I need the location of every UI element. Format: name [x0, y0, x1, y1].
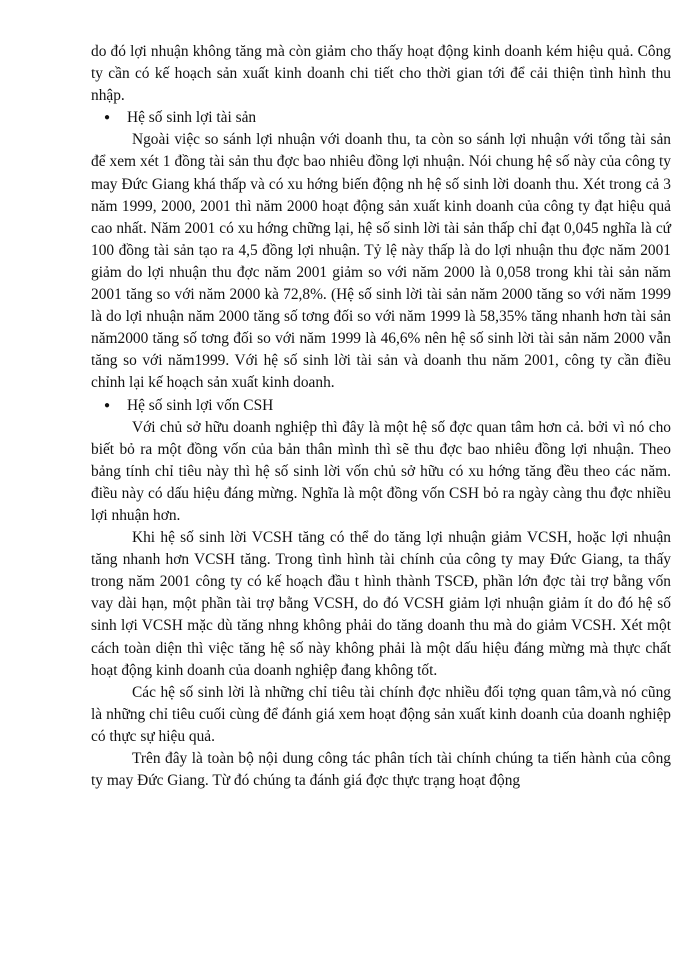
paragraph-4: Khi hệ số sinh lời VCSH tăng có thể do tăng lợi nhuận giảm VCSH, hoặc lợi nhuận tăng nhanh hơn VCSH tăng. Trong tình hình tài chính của công ty may Đức Giang, ta thấy trong năm 2001 công ty có kế hoạch đầu t hình thành TSCĐ, phần lớn đợc tài trợ bằng vốn vay dài hạn, một phần tài trợ bằng VCSH, do đó VCSH giảm lợi nhuận giảm ít do đó hệ số sinh lợi VCSH mặc dù tăng nhng không phải do tăng doanh thu mà do giảm VCSH. Xét một cách toàn diện thì việc tăng hệ số này không phải là một dấu hiệu đáng mừng mà thực chất hoạt động kinh doanh của doanh nghiệp đang không tốt. [91, 529, 671, 679]
bullet-icon: ● [104, 112, 111, 124]
bullet-heading-equity-profitability [91, 395, 671, 417]
bullet-heading-asset-profitability [91, 107, 671, 129]
paragraph-1: do đó lợi nhuận không tăng mà còn giảm cho thấy hoạt động kinh doanh kém hiệu quả. Công ty cần có kế hoạch sản xuất kinh doanh chi tiết cho thời gian tới để cải thiện tình hình thu nhập. [91, 43, 671, 105]
bullet-heading-label: Hệ số sinh lợi tài sản [127, 109, 257, 127]
paragraph-2: Ngoài việc so sánh lợi nhuận với doanh thu, ta còn so sánh lợi nhuận với tổng tài sản để xem xét 1 đồng tài sản thu đợc bao nhiêu đồng lợi nhuận. Nói chung hệ số này của công ty may Đức Giang khá thấp và có xu hớng biến động nh hệ số sinh lời doanh thu. Xét trong cả 3 năm 1999, 2000, 2001 thì năm 2000 hoạt động sản xuất kinh doanh của công ty đạt hiệu quả cao nhất. Năm 2001 có xu hớng chững lại, hệ số sinh lời tài sản thấp chỉ đạt 0,045 nghĩa là cứ 100 đồng tài sản tạo ra 4,5 đồng lợi nhuận. Tỷ lệ này thấp là do lợi nhuận thu đợc năm 2001 giảm do lợi nhuận thu đợc năm 2001 giảm so với năm 2000 là 0,058 trong khi tài sản năm 2001 tăng so với năm 2000 kà 72,8%. (Hệ số sinh lời tài sản năm 2000 tăng so với năm 1999 là do lợi nhuận năm 2000 tăng số tơng đối so với năm 1999 là 58,35% tăng nhanh hơn tài sản năm2000 tăng số tơng đối so với năm 1999 là 46,6% nên hệ số sinh lời tài sản năm 2000 vẫn tăng so với năm1999. Với hệ số sinh lời tài sản và doanh thu năm 2001, công ty cần điều chỉnh lại kế hoạch sản xuất kinh doanh. [91, 131, 671, 392]
bullet-icon: ● [104, 399, 111, 411]
paragraph-5: Các hệ số sinh lời là những chỉ tiêu tài chính đợc nhiều đối tợng quan tâm,và nó cũng là những chỉ tiêu cuối cùng để đánh giá xem hoạt động sản xuất kinh doanh của doanh nghiệp có thực sự hiệu quả. [91, 683, 671, 745]
bullet-heading-label: Hệ số sinh lợi vốn CSH [127, 396, 274, 414]
document-body [91, 41, 671, 792]
paragraph-3: Với chủ sở hữu doanh nghiệp thì đây là một hệ số đợc quan tâm hơn cả. bởi vì nó cho biết bỏ ra một đồng vốn của bản thân mình thì sẽ thu đợc bao nhiêu đồng lợi nhuận. Theo bảng tính chỉ tiêu này thì hệ số sinh lời vốn chủ sở hữu có xu hớng tăng đều theo các năm. điều này có dấu hiệu đáng mừng. Nghĩa là một đồng vốn CSH bỏ ra ngày càng thu đợc nhiều lợi nhuận hơn. [91, 418, 671, 524]
paragraph-6: Trên đây là toàn bộ nội dung công tác phân tích tài chính chúng ta tiến hành của công ty may Đức Giang. Từ đó chúng ta đánh giá đợc thực trạng hoạt động [91, 750, 671, 790]
